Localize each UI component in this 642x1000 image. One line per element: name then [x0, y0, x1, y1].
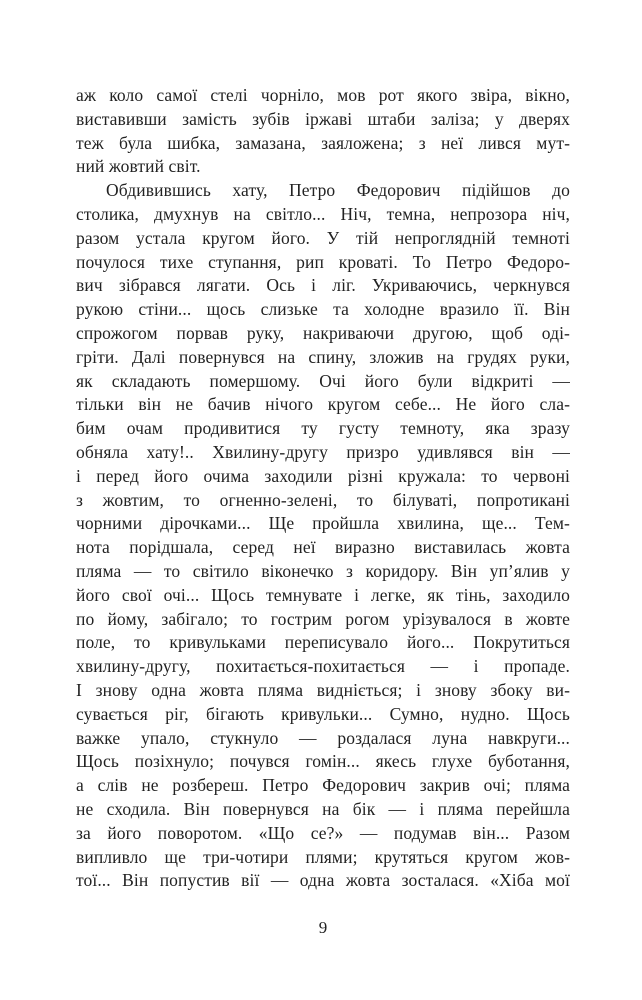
text-line: Обдивившись хату, Петро Федорович підійшов до	[106, 180, 570, 201]
text-line: обняла хату!.. Хвилину-другу призро удивлявся він —	[76, 441, 570, 462]
text-line: ний жовтий світ.	[76, 156, 201, 177]
text-line: разом устала кругом його. У тій непроглядній темноті	[76, 227, 570, 248]
text-line: спрожогом порвав руку, накриваючи другою, щоб оді-	[76, 322, 570, 343]
text-line: вич зібрався лягати. Ось і ліг. Укриваючись, черкнувся	[76, 275, 570, 296]
paragraph-continued	[76, 84, 570, 179]
text-block	[76, 84, 570, 893]
text-line: тої... Він попустив вії — одна жовта зосталася. «Хіба мої	[76, 870, 570, 891]
text-line: нота порідшала, серед неї виразно виставилась жовта	[76, 537, 570, 558]
text-line: сувається ріг, бігають кривульки... Сумно, нудно. Щось	[76, 703, 570, 724]
text-line: бим очам продивитися ту густу темноту, яка зразу	[76, 418, 570, 439]
text-line: хвилину-другу, похитається-похитається — і пропаде.	[76, 656, 570, 677]
text-line: як складають помершому. Очі його були відкриті —	[76, 370, 570, 391]
text-line: гріти. Далі повернувся на спину, зложив на грудях руки,	[76, 346, 570, 367]
text-line: випливло ще три-чотири плями; крутяться кругом жов-	[76, 846, 570, 867]
text-line: поле, то кривульками переписувало його... Покрутиться	[76, 632, 570, 653]
text-line: столика, дмухнув на світло... Ніч, темна, непрозора ніч,	[76, 203, 570, 224]
text-line: рукою стіни... щось слизьке та холодне вразило її. Він	[76, 299, 570, 320]
text-line: з жовтим, то огненно-зелені, то білуваті, попротикані	[76, 489, 570, 510]
text-line: чорними дірочками... Ще пройшла хвилина, ще... Тем-	[76, 513, 570, 534]
text-line: і перед його очима заходили різні кружала: то червоні	[76, 465, 570, 486]
text-line: а слів не розбереш. Петро Федорович закрив очі; пляма	[76, 775, 570, 796]
page-number: 9	[318, 918, 328, 937]
text-line: Щось позіхнуло; почувся гомін... якесь глухе буботання,	[76, 751, 570, 772]
text-line: за його поворотом. «Що се?» — подумав він... Разом	[76, 822, 570, 843]
text-line: важке упало, стукнуло — роздалася луна навкруги...	[76, 727, 570, 748]
text-line: не сходила. Він повернувся на бік — і пляма перейшла	[76, 798, 570, 819]
text-line: почулося тихе ступання, рип кроваті. То Петро Федоро-	[76, 251, 570, 272]
paragraph-main	[76, 179, 570, 893]
text-line: І знову одна жовта пляма видніється; і знову збоку ви-	[76, 679, 570, 700]
text-line: виставивши замість зубів іржаві штаби заліза; у дверях	[76, 108, 570, 129]
text-line: пляма — то світило віконечко з коридору. Він уп’ялив у	[76, 560, 570, 581]
text-line: тільки він не бачив нічого кругом себе... Не його сла-	[76, 394, 570, 415]
text-line: теж була шибка, замазана, заяложена; з неї лився мут-	[76, 132, 570, 153]
text-line: його свої очі... Щось темнувате і легке, як тінь, заходило	[76, 584, 570, 605]
text-line: по йому, забігало; то гострим рогом урізувалося в жовте	[76, 608, 570, 629]
text-line: аж коло самої стелі чорніло, мов рот якого звіра, вікно,	[76, 85, 570, 105]
